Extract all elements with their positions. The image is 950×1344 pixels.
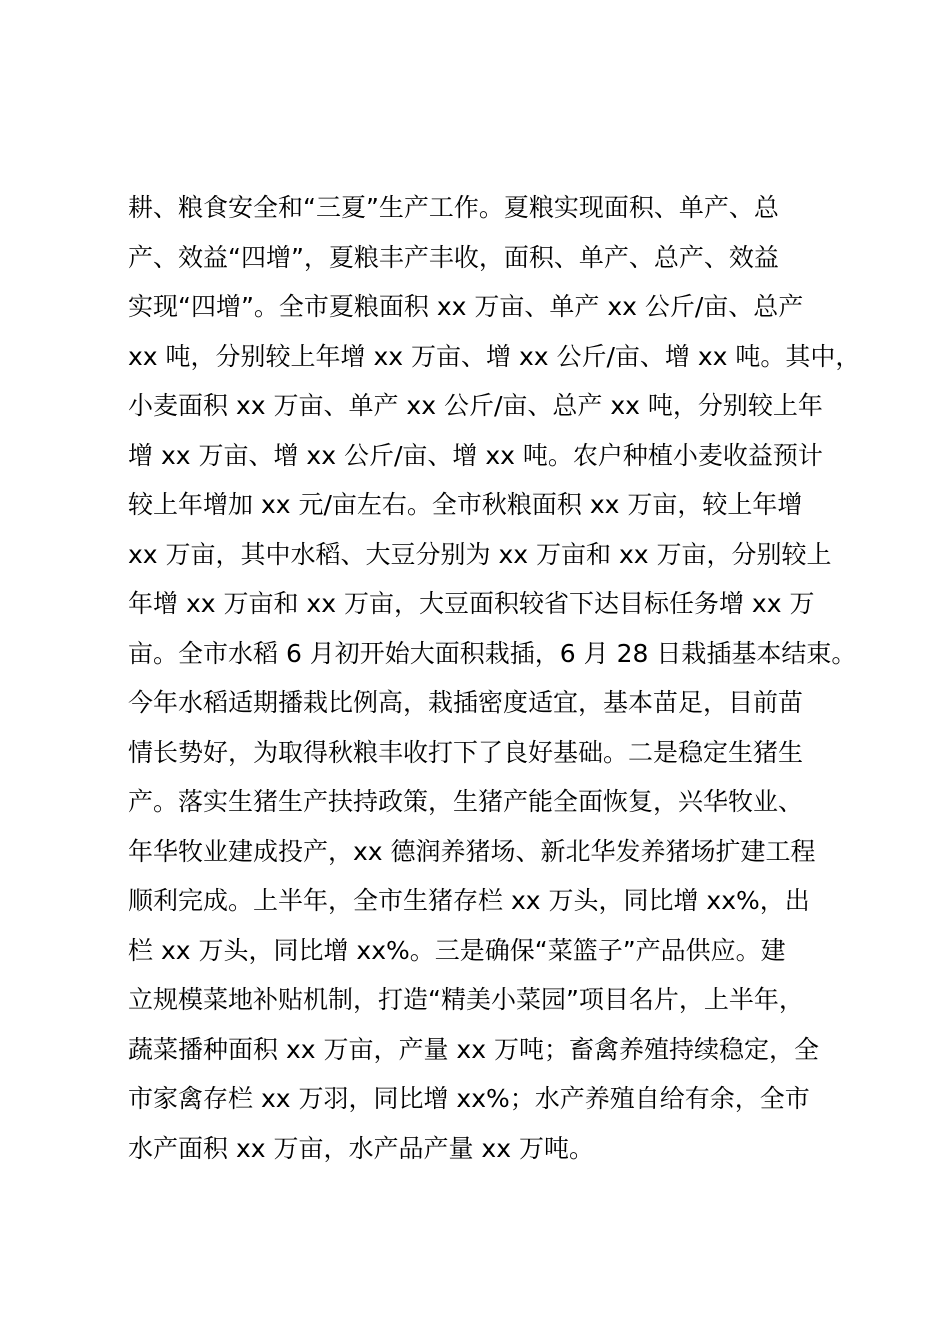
text-line: 亩。全市水稻 6 月初开始大面积栽插，6 月 28 日栽插基本结束。 [128, 638, 857, 668]
text-line: 栏 xx 万头，同比增 xx%。三是确保“菜篮子”产品供应。建 [128, 935, 786, 965]
text-line: xx 万亩，其中水稻、大豆分别为 xx 万亩和 xx 万亩，分别较上 [128, 539, 832, 569]
text-line: xx 吨，分别较上年增 xx 万亩、增 xx 公斤/亩、增 xx 吨。其中， [128, 341, 861, 371]
text-line: 情长势好，为取得秋粮丰收打下了良好基础。二是稳定生猪生 [128, 737, 804, 767]
text-line: 顺利完成。上半年，全市生猪存栏 xx 万头，同比增 xx%，出 [128, 886, 810, 915]
text-line: 年增 xx 万亩和 xx 万亩，大豆面积较省下达目标任务增 xx 万 [128, 589, 815, 618]
text-line: 产。落实生猪生产扶持政策，生猪产能全面恢复，兴华牧业、 [128, 787, 804, 816]
text-line: 增 xx 万亩、增 xx 公斤/亩、增 xx 吨。农户种植小麦收益预计 [128, 440, 823, 470]
text-line: 立规模菜地补贴机制，打造“精美小菜园”项目名片，上半年， [128, 985, 804, 1014]
text-line: 今年水稻适期播栽比例高，栽插密度适宜，基本苗足，目前苗 [128, 688, 804, 717]
text-line: 小麦面积 xx 万亩、单产 xx 公斤/亩、总产 xx 吨，分别较上年 [128, 391, 823, 420]
text-line: 年华牧业建成投产，xx 德润养猪场、新北华发养猪场扩建工程 [128, 836, 816, 866]
body-text [128, 183, 868, 1173]
text-line: 市家禽存栏 xx 万羽，同比增 xx%；水产养殖自给有余，全市 [128, 1084, 810, 1113]
text-line: 水产面积 xx 万亩，水产品产量 xx 万吨。 [128, 1133, 594, 1163]
text-line: 实现“四增”。全市夏粮面积 xx 万亩、单产 xx 公斤/亩、总产 [128, 292, 804, 321]
text-line: 蔬菜播种面积 xx 万亩，产量 xx 万吨；畜禽养殖持续稳定，全 [128, 1034, 819, 1064]
text-line: 耕、粮食安全和“三夏”生产工作。夏粮实现面积、单产、总 [128, 193, 779, 222]
text-line: 较上年增加 xx 元/亩左右。全市秋粮面积 xx 万亩，较上年增 [128, 490, 803, 519]
text-line: 产、效益“四增”，夏粮丰产丰收，面积、单产、总产、效益 [128, 242, 779, 272]
